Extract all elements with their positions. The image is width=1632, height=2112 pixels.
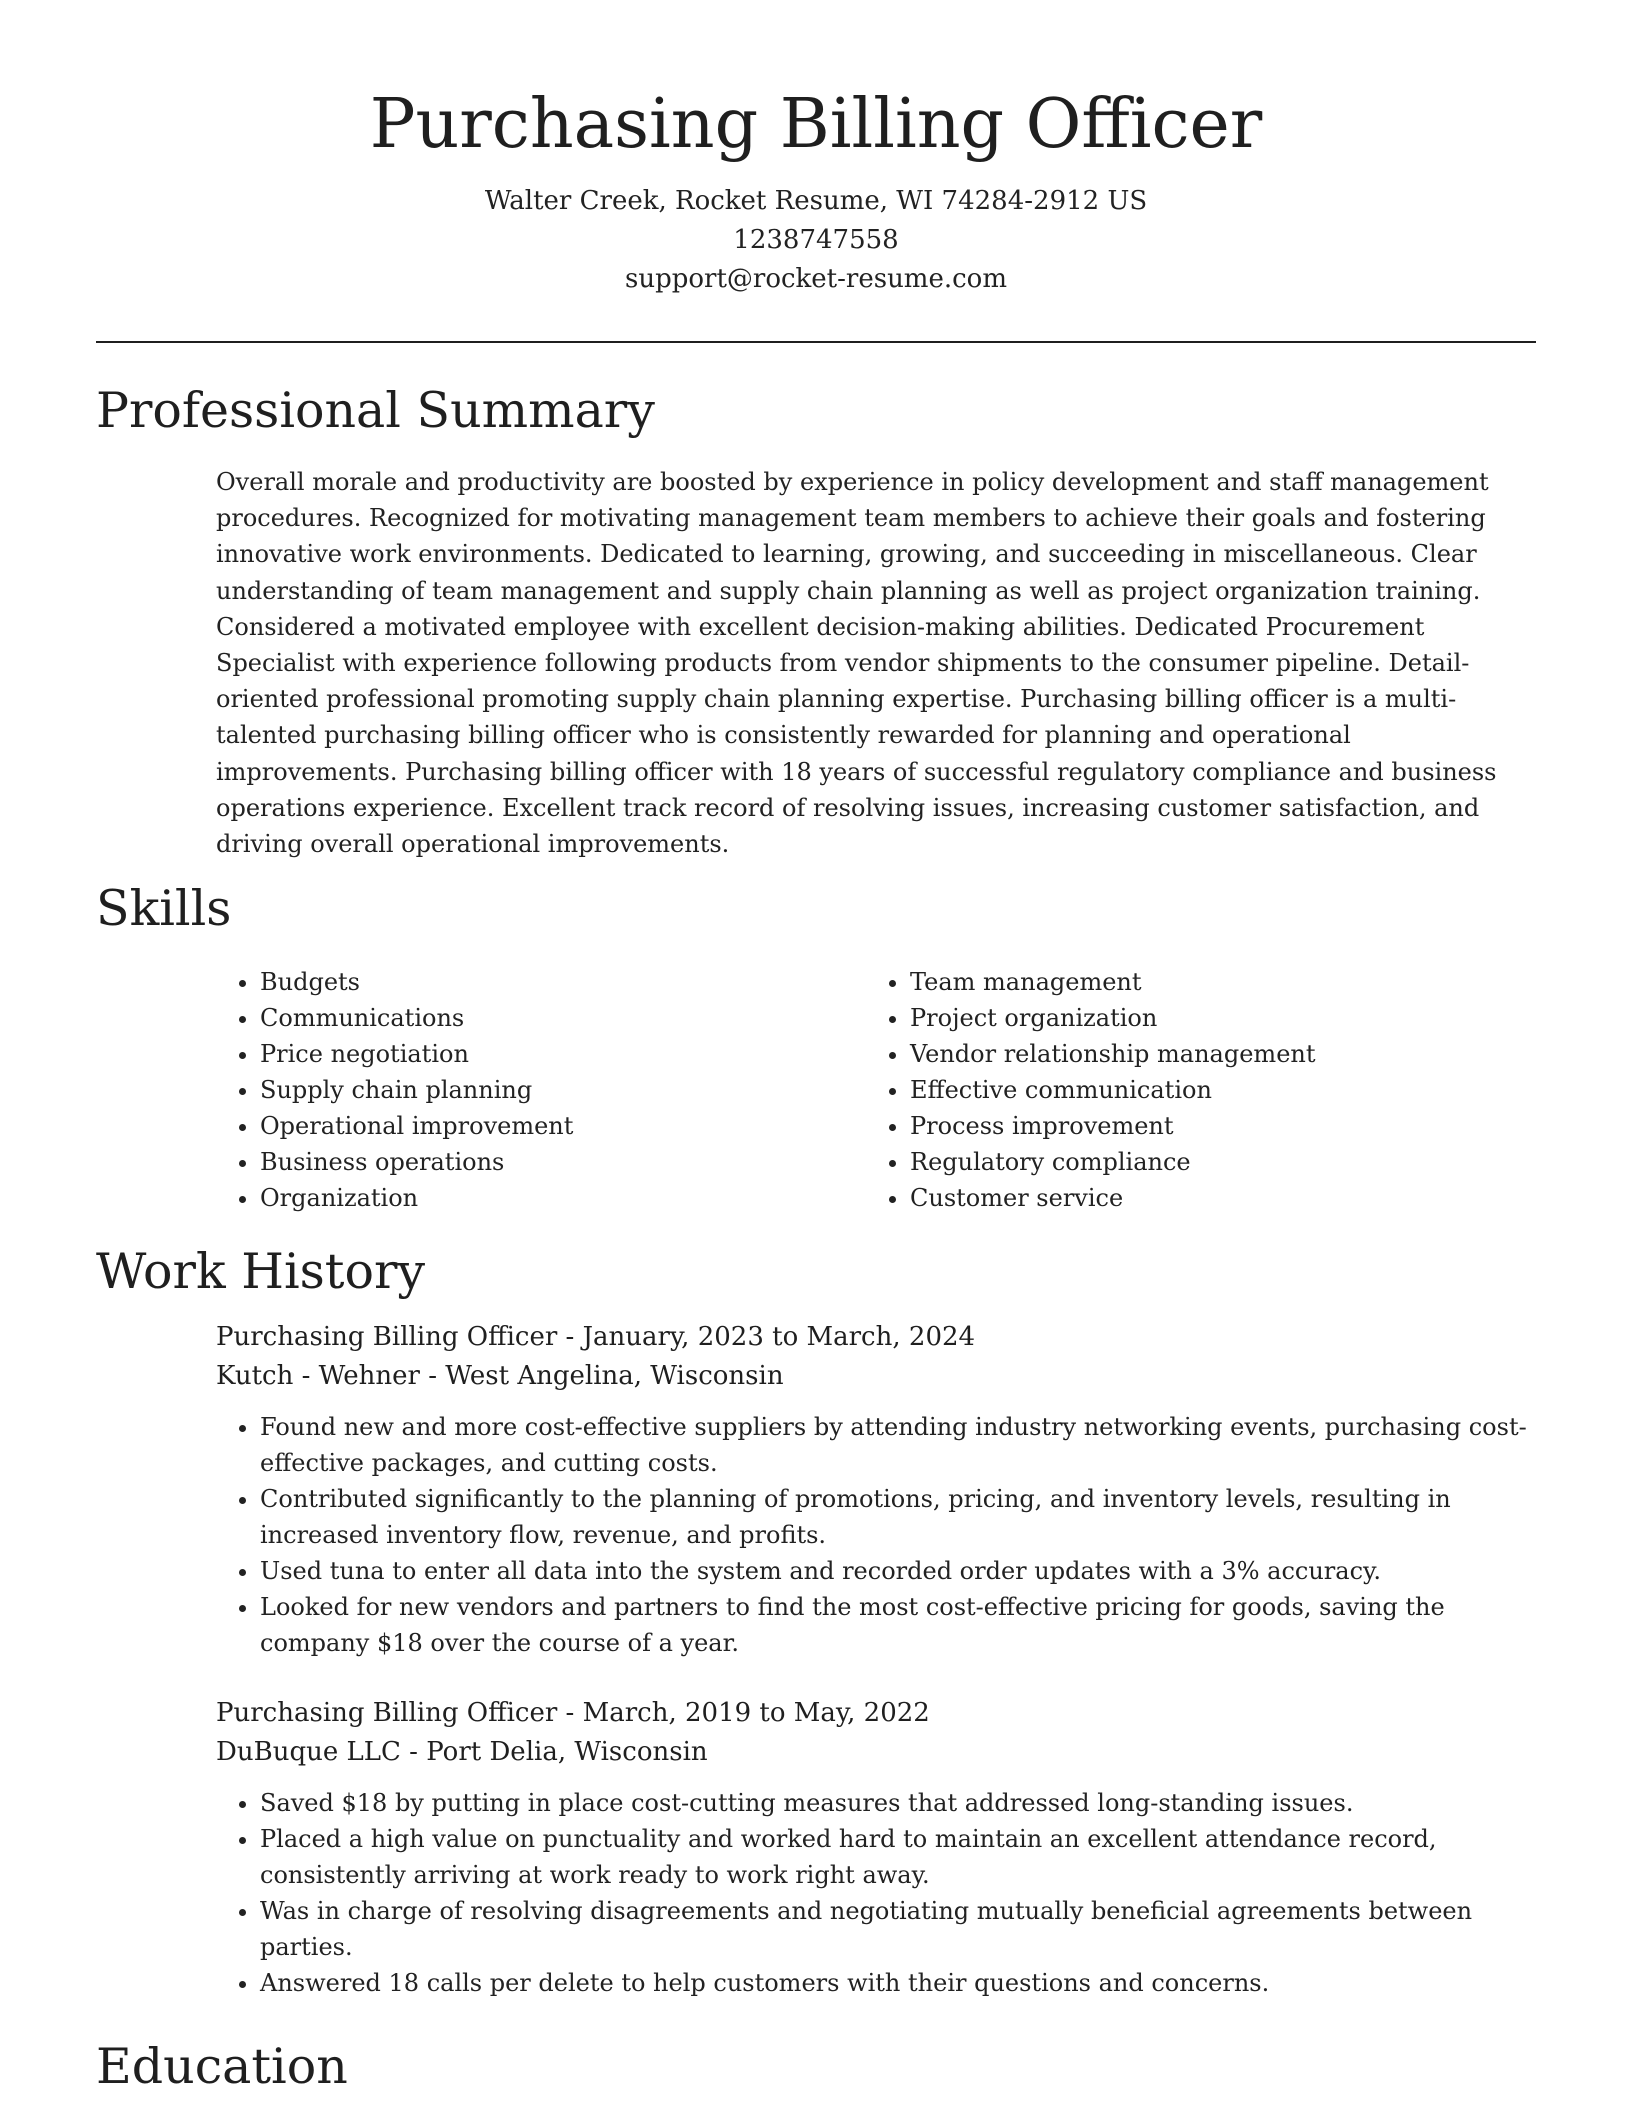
job-company: DuBuque LLC - Port Delia, Wisconsin [216, 1737, 708, 1767]
job-company: Kutch - Wehner - West Angelina, Wisconsin [216, 1361, 784, 1391]
work-history-heading: Work History [96, 1243, 426, 1300]
job-title: Purchasing Billing Officer - March, 2019 to May, 2022 [216, 1698, 930, 1728]
resume-name: Purchasing Billing Officer [369, 85, 1263, 164]
job-bullet: • Was in charge of resolving disagreements and negotiating mutually beneficial agreements between parties. [260, 1893, 1536, 1965]
job-bullet: • Placed a high value on punctuality and worked hard to maintain an excellent attendance record, consistently arriving at work ready to work right away. [260, 1821, 1536, 1893]
job-bullet: • Found new and more cost-effective suppliers by attending industry networking events, purchasing cost-effective packages, and cutting costs. [260, 1409, 1536, 1481]
job-bullet: • Used tuna to enter all data into the system and recorded order updates with a 3% accuracy. [260, 1553, 1536, 1589]
education-heading: Education [96, 2038, 348, 2095]
contact-phone: 1238747558 [733, 225, 899, 255]
job-title: Purchasing Billing Officer - January, 2023 to March, 2024 [216, 1322, 976, 1352]
skill-item: • Business operations [260, 1144, 856, 1180]
skill-item: • Vendor relationship management [910, 1036, 1506, 1072]
contact-info [96, 182, 1536, 299]
contact-address: Walter Creek, Rocket Resume, WI 74284-2912 US [484, 186, 1148, 216]
skill-item: • Communications [260, 1000, 856, 1036]
job-entry [216, 1694, 1536, 2001]
resume-header [96, 80, 1536, 299]
job-bullet: • Answered 18 calls per delete to help customers with their questions and concerns. [260, 1965, 1536, 2001]
summary-text: Overall morale and productivity are boosted by experience in policy development and staff management procedures. Recognized for motivating management team members to achieve their goals and fostering innovative work environments. Dedicated to learning, growing, and succeeding in miscellaneous. Clear understanding of team management and supply chain planning as well as project organization training. Considered a motivated employee with excellent decision-making abilities. Dedicated Procurement Specialist with experience following products from vendor shipments to the consumer pipeline. Detail-oriented professional promoting supply chain planning expertise. Purchasing billing officer is a multi-talented purchasing billing officer who is consistently rewarded for planning and operational improvements. Purchasing billing officer with 18 years of successful regulatory compliance and business operations experience. Excellent track record of resolving issues, increasing customer satisfaction, and driving overall operational improvements. [216, 468, 1497, 859]
header-divider [96, 341, 1536, 343]
skills-heading: Skills [96, 880, 232, 937]
skill-item: • Supply chain planning [260, 1072, 856, 1108]
skill-item: • Organization [260, 1180, 856, 1216]
skills-column-right [866, 964, 1506, 1216]
skill-item: • Customer service [910, 1180, 1506, 1216]
skill-item: • Budgets [260, 964, 856, 1000]
skill-item: • Process improvement [910, 1108, 1506, 1144]
skill-item: • Price negotiation [260, 1036, 856, 1072]
job-bullet: • Contributed significantly to the planning of promotions, pricing, and inventory levels, resulting in increased inventory flow, revenue, and profits. [260, 1481, 1536, 1553]
skill-item: • Regulatory compliance [910, 1144, 1506, 1180]
skill-item: • Effective communication [910, 1072, 1506, 1108]
skills-column-left [216, 964, 856, 1216]
job-bullet: • Looked for new vendors and partners to find the most cost-effective pricing for goods, saving the company $18 over the course of a year. [260, 1589, 1536, 1661]
summary-heading: Professional Summary [96, 382, 655, 439]
skill-item: • Operational improvement [260, 1108, 856, 1144]
contact-email: support@rocket-resume.com [624, 264, 1007, 294]
job-entry [216, 1318, 1536, 1661]
skill-item: • Project organization [910, 1000, 1506, 1036]
skill-item: • Team management [910, 964, 1506, 1000]
job-bullet: • Saved $18 by putting in place cost-cutting measures that addressed long-standing issues. [260, 1785, 1536, 1821]
